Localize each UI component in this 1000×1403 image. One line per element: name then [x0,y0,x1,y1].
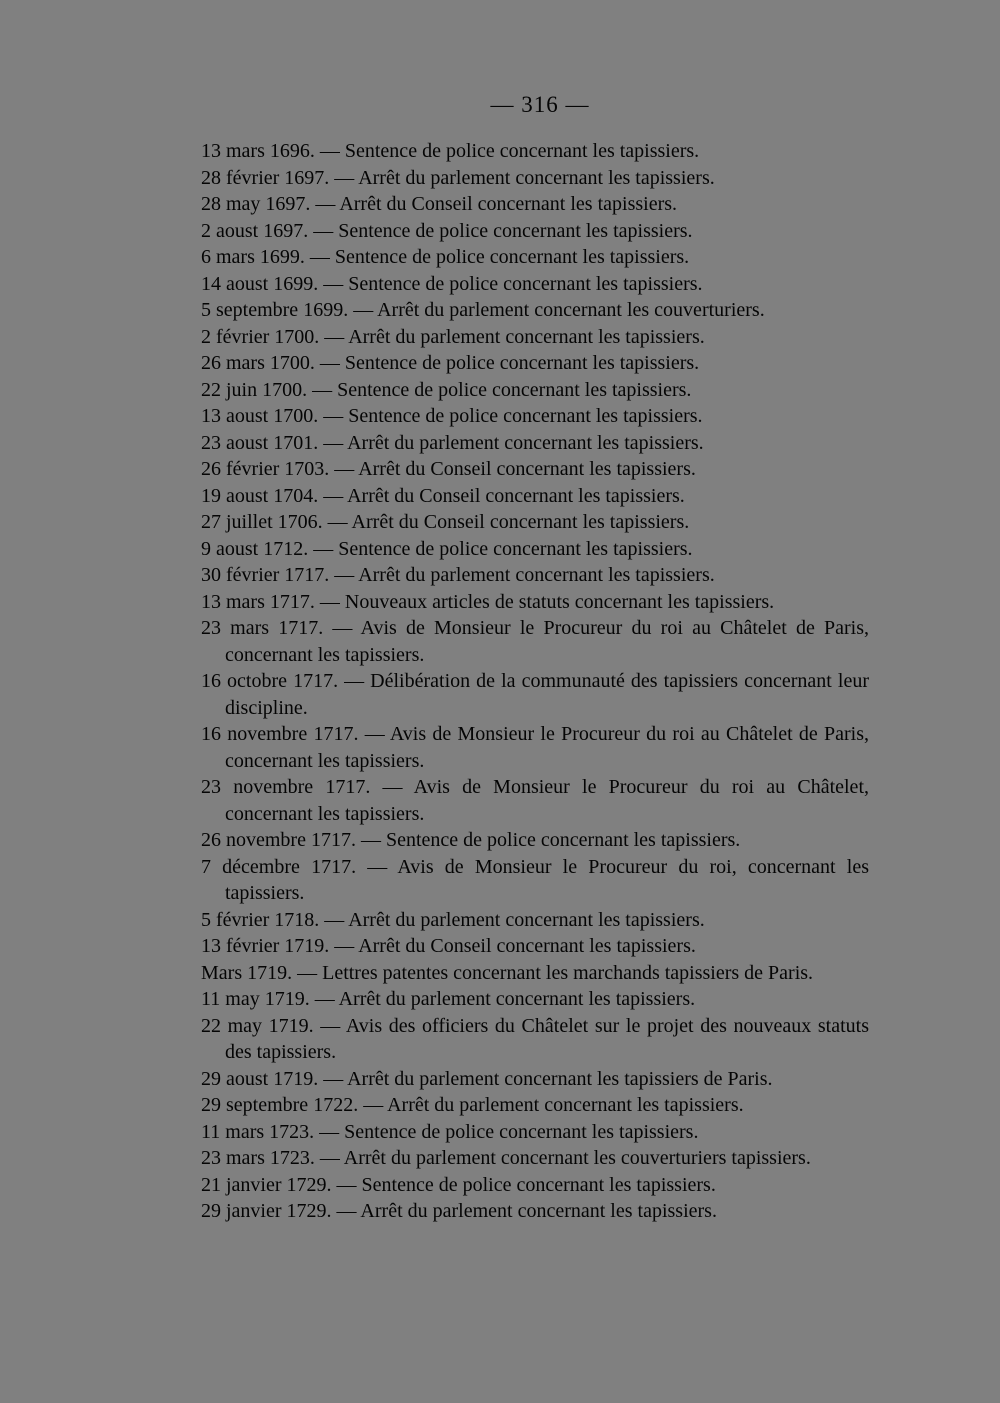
list-item: 9 aoust 1712. — Sentence de police concernant les tapissiers. [201,537,693,560]
list-item: 22 may 1719. — Avis des officiers du Châtelet sur le projet des nouveaux statuts des tapissiers. [201,1014,869,1063]
list-item: 5 février 1718. — Arrêt du parlement concernant les tapissiers. [201,908,705,931]
list-item: 23 mars 1723. — Arrêt du parlement concernant les couverturiers tapissiers. [201,1147,811,1169]
list-item: 26 février 1703. — Arrêt du Conseil concernant les tapissiers. [201,458,696,480]
list-item: 21 janvier 1729. — Sentence de police concernant les tapissiers. [201,1173,716,1196]
list-item: 2 aoust 1697. — Sentence de police concernant les tapissiers. [201,219,693,242]
list-item: 28 février 1697. — Arrêt du parlement concernant les tapissiers. [201,166,715,189]
list-item: 13 mars 1717. — Nouveaux articles de statuts concernant les tapissiers. [201,590,775,613]
list-item: 6 mars 1699. — Sentence de police concernant les tapissiers. [201,246,690,268]
list-item: 11 may 1719. — Arrêt du parlement concernant les tapissiers. [201,988,696,1010]
list-item: 27 juillet 1706. — Arrêt du Conseil concernant les tapissiers. [201,511,690,533]
list-item: 13 mars 1696. — Sentence de police concernant les tapissiers. [201,140,700,162]
list-item: 30 février 1717. — Arrêt du parlement concernant les tapissiers. [201,564,715,586]
list-item: 13 février 1719. — Arrêt du Conseil concernant les tapissiers. [201,935,696,957]
list-item: 23 novembre 1717. — Avis de Monsieur le Procureur du roi au Châtelet, concernant les tapissiers. [201,776,869,825]
list-item: 26 novembre 1717. — Sentence de police concernant les tapissiers. [201,829,741,851]
list-item: 16 novembre 1717. — Avis de Monsieur le Procureur du roi au Châtelet de Paris, concernant les tapissiers. [201,723,869,772]
list-item: 13 aoust 1700. — Sentence de police concernant les tapissiers. [201,405,703,427]
list-item: 19 aoust 1704. — Arrêt du Conseil concernant les tapissiers. [201,484,685,507]
list-item: 2 février 1700. — Arrêt du parlement concernant les tapissiers. [201,325,705,348]
entry-list [201,138,869,1225]
list-item: 22 juin 1700. — Sentence de police concernant les tapissiers. [201,378,692,401]
list-item: 11 mars 1723. — Sentence de police concernant les tapissiers. [201,1120,699,1143]
list-item: 29 janvier 1729. — Arrêt du parlement concernant les tapissiers. [201,1200,717,1222]
page-number: — 316 — [490,92,590,117]
list-item: 5 septembre 1699. — Arrêt du parlement concernant les couverturiers. [201,299,765,321]
list-item: Mars 1719. — Lettres patentes concernant les marchands tapissiers de Paris. [201,961,814,984]
list-item: 26 mars 1700. — Sentence de police concernant les tapissiers. [201,352,700,374]
list-item: 23 aoust 1701. — Arrêt du parlement concernant les tapissiers. [201,431,704,454]
list-item: 29 septembre 1722. — Arrêt du parlement concernant les tapissiers. [201,1094,744,1116]
list-item: 29 aoust 1719. — Arrêt du parlement concernant les tapissiers de Paris. [201,1067,773,1090]
list-item: 28 may 1697. — Arrêt du Conseil concernant les tapissiers. [201,193,678,215]
list-item: 7 décembre 1717. — Avis de Monsieur le Procureur du roi, concernant les tapissiers. [201,855,869,904]
list-item: 14 aoust 1699. — Sentence de police concernant les tapissiers. [201,272,703,295]
list-item: 23 mars 1717. — Avis de Monsieur le Procureur du roi au Châtelet de Paris, concernant les tapissiers. [201,617,869,666]
list-item: 16 octobre 1717. — Délibération de la communauté des tapissiers concernant leur discipline. [201,670,869,719]
